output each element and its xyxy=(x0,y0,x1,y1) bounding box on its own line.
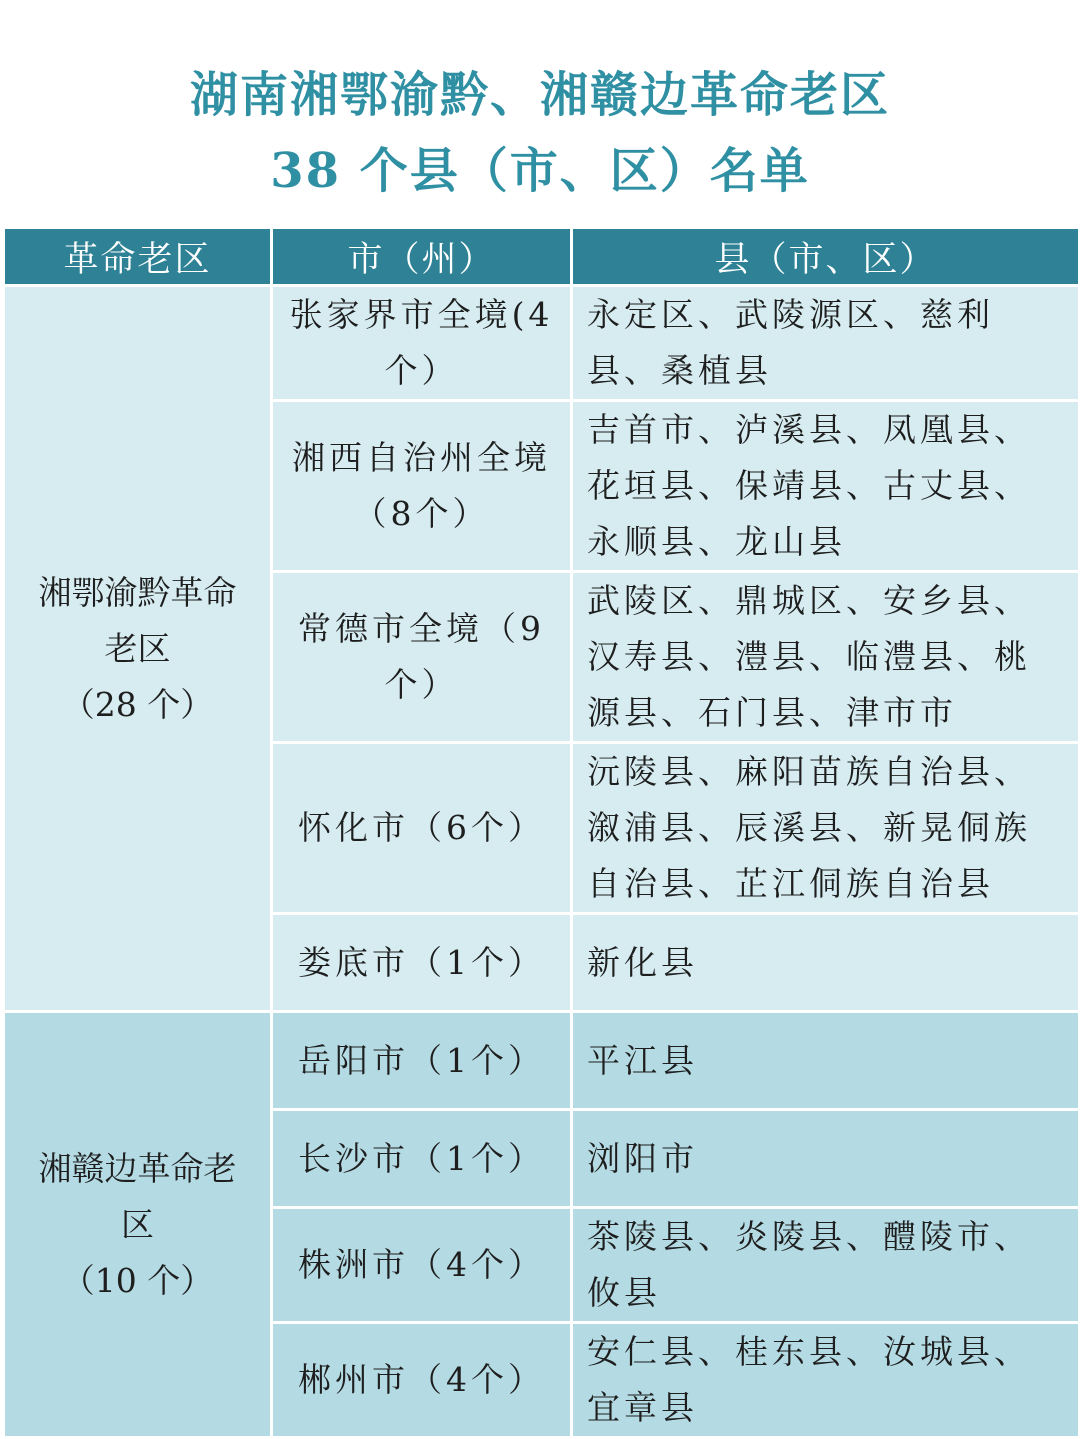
table-header-row xyxy=(4,228,1080,286)
counties-cell: 永定区、武陵源区、慈利县、桑植县 xyxy=(572,286,1080,401)
counties-cell: 安仁县、桂东县、汝城县、宜章县 xyxy=(572,1323,1080,1438)
city-cell: 岳阳市（1个） xyxy=(272,1012,572,1110)
city-cell: 长沙市（1个） xyxy=(272,1110,572,1208)
counties-cell: 平江县 xyxy=(572,1012,1080,1110)
city-cell: 郴州市（4个） xyxy=(272,1323,572,1438)
area-name: 湘鄂渝黔革命老区 xyxy=(38,572,237,668)
city-cell: 常德市全境（9个） xyxy=(272,572,572,743)
area-count: （28 个） xyxy=(61,684,214,724)
table-row xyxy=(4,1012,1080,1110)
counties-cell: 新化县 xyxy=(572,914,1080,1012)
counties-cell: 浏阳市 xyxy=(572,1110,1080,1208)
city-cell: 娄底市（1个） xyxy=(272,914,572,1012)
table-row xyxy=(4,286,1080,401)
area-count: （10 个） xyxy=(61,1260,214,1300)
header-counties: 县（市、区） xyxy=(572,228,1080,286)
header-revolutionary-area: 革命老区 xyxy=(4,228,272,286)
title-line-2: 38 个县（市、区）名单 xyxy=(270,143,810,199)
counties-cell: 吉首市、泸溪县、凤凰县、花垣县、保靖县、古丈县、永顺县、龙山县 xyxy=(572,401,1080,572)
area-cell-xiangeyuqian xyxy=(4,286,272,1012)
title-line-1: 湖南湘鄂渝黔、湘赣边革命老区 xyxy=(189,67,890,123)
area-name: 湘赣边革命老区 xyxy=(38,1148,237,1244)
city-cell: 张家界市全境(4个） xyxy=(272,286,572,401)
page-title xyxy=(0,0,1080,225)
counties-cell: 武陵区、鼎城区、安乡县、汉寿县、澧县、临澧县、桃源县、石门县、津市市 xyxy=(572,572,1080,743)
city-cell: 株洲市（4个） xyxy=(272,1208,572,1323)
counties-cell: 沅陵县、麻阳苗族自治县、溆浦县、辰溪县、新晃侗族自治县、芷江侗族自治县 xyxy=(572,743,1080,914)
counties-cell: 茶陵县、炎陵县、醴陵市、攸县 xyxy=(572,1208,1080,1323)
area-cell-xiangganbian xyxy=(4,1012,272,1438)
city-cell: 湘西自治州全境（8个） xyxy=(272,401,572,572)
header-city: 市（州） xyxy=(272,228,572,286)
city-cell: 怀化市（6个） xyxy=(272,743,572,914)
county-table xyxy=(2,226,1080,1439)
